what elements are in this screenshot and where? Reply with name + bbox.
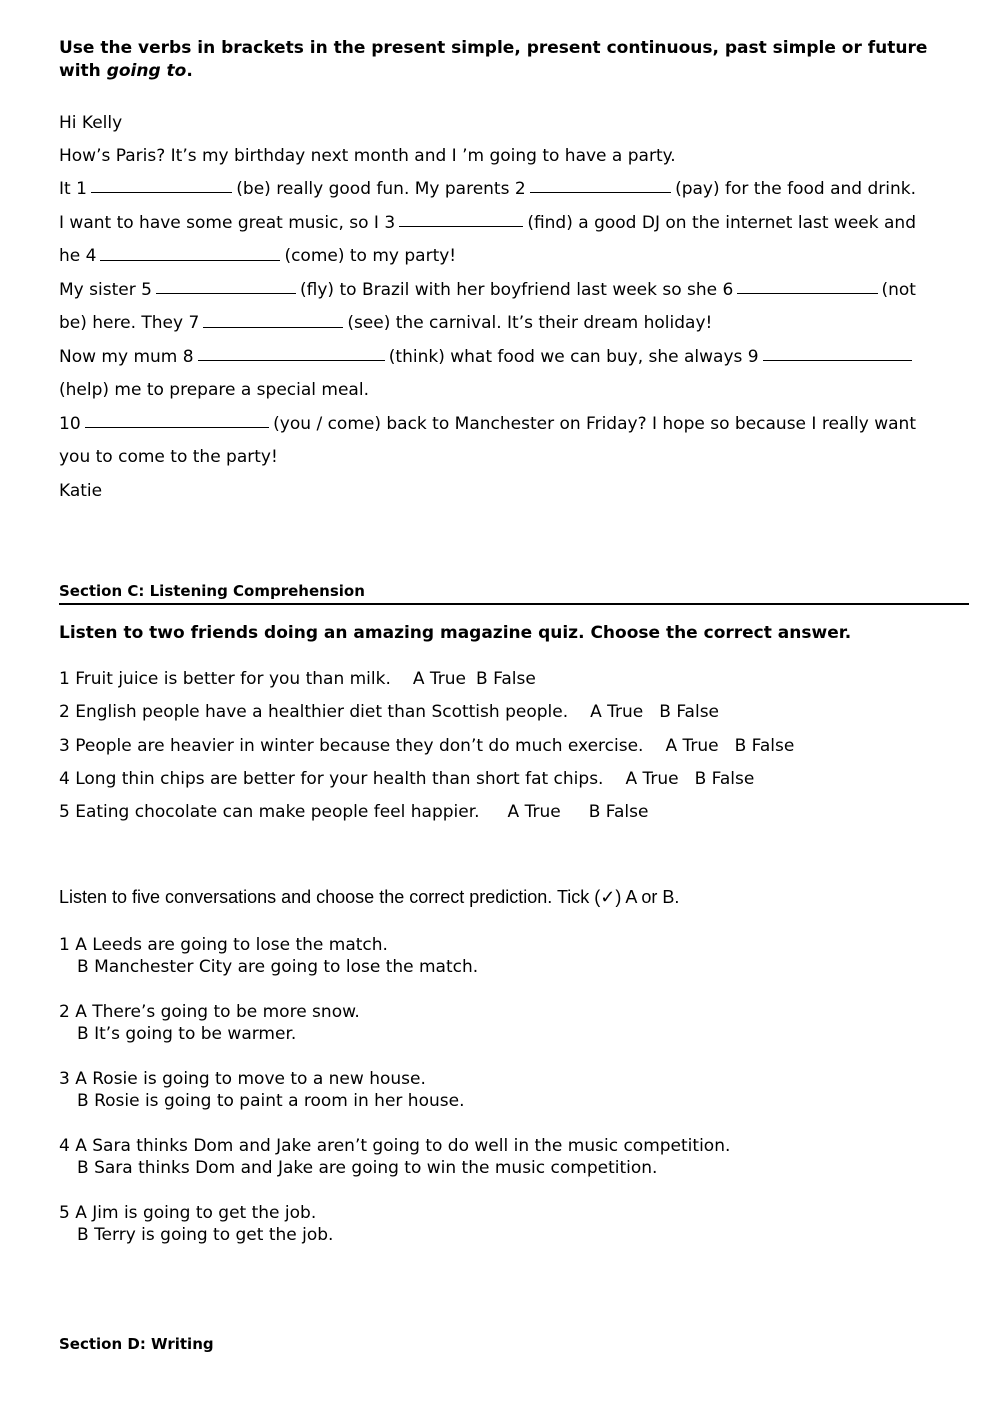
letter-line-6 bbox=[59, 312, 712, 334]
prediction-item-1 bbox=[59, 934, 478, 978]
quiz-option-b[interactable]: B False bbox=[588, 802, 649, 822]
prediction-option-b[interactable]: B Rosie is going to paint a room in her house. bbox=[77, 1091, 465, 1111]
instruction-end: . bbox=[186, 61, 193, 81]
blank-10[interactable] bbox=[85, 413, 270, 428]
letter-line-5-c: (not bbox=[881, 280, 916, 300]
blank-6[interactable] bbox=[737, 279, 877, 294]
prediction-option-a[interactable]: 5 A Jim is going to get the job. bbox=[59, 1203, 317, 1223]
prediction-item-4 bbox=[59, 1135, 730, 1179]
letter-line-8: (help) me to prepare a special meal. bbox=[59, 380, 369, 400]
section-c-divider bbox=[59, 603, 969, 605]
prediction-option-b[interactable]: B It’s going to be warmer. bbox=[77, 1024, 297, 1044]
blank-7[interactable] bbox=[203, 313, 343, 328]
letter-line-4-a: he 4 bbox=[59, 246, 97, 266]
prediction-item-5 bbox=[59, 1202, 333, 1246]
letter-signoff: Katie bbox=[59, 481, 103, 501]
quiz-option-b[interactable]: B False bbox=[476, 669, 536, 689]
quiz-option-a[interactable]: A True bbox=[665, 736, 719, 756]
quiz-option-a[interactable]: A True bbox=[590, 702, 644, 722]
quiz-option-b[interactable]: B False bbox=[694, 769, 755, 789]
prediction-option-a[interactable]: 2 A There’s going to be more snow. bbox=[59, 1002, 360, 1022]
exercise-instruction bbox=[59, 37, 927, 83]
letter-line-9 bbox=[59, 413, 916, 435]
letter-line-6-b: (see) the carnival. It’s their dream holiday! bbox=[347, 313, 713, 333]
letter-line-7-a: Now my mum 8 bbox=[59, 347, 194, 367]
prediction-option-b[interactable]: B Sara thinks Dom and Jake are going to win the music competition. bbox=[77, 1158, 658, 1178]
letter-line-7-b: (think) what food we can buy, she always 9 bbox=[388, 347, 759, 367]
blank-1[interactable] bbox=[91, 178, 232, 193]
letter-line-10: you to come to the party! bbox=[59, 447, 278, 467]
letter-line-5-b: (fly) to Brazil with her boyfriend last week so she 6 bbox=[300, 280, 734, 300]
instruction-line-1: Use the verbs in brackets in the present simple, present continuous, past simple or future bbox=[59, 38, 928, 58]
quiz-item-5 bbox=[59, 801, 648, 823]
quiz-option-a[interactable]: A True bbox=[625, 769, 679, 789]
instruction-going-to: going to bbox=[106, 61, 187, 81]
letter-line-7 bbox=[59, 346, 916, 368]
quiz-item-text: 1 Fruit juice is better for you than milk. bbox=[59, 669, 391, 689]
letter-line-3-b: (find) a good DJ on the internet last week and bbox=[527, 213, 916, 233]
quiz-option-a[interactable]: A True bbox=[507, 802, 561, 822]
prediction-instruction: Listen to five conversations and choose the correct prediction. Tick (✓) A or B. bbox=[59, 887, 680, 907]
letter-line-6-a: be) here. They 7 bbox=[59, 313, 200, 333]
quiz-item-3 bbox=[59, 735, 794, 757]
quiz-item-text: 2 English people have a healthier diet than Scottish people. bbox=[59, 702, 569, 722]
blank-2[interactable] bbox=[530, 178, 671, 193]
letter-greeting: Hi Kelly bbox=[59, 113, 123, 133]
letter-line-5 bbox=[59, 279, 916, 301]
letter-line-3 bbox=[59, 212, 916, 234]
quiz-item-1 bbox=[59, 668, 536, 690]
quiz-item-text: 5 Eating chocolate can make people feel happier. bbox=[59, 802, 480, 822]
letter-line-4 bbox=[59, 245, 456, 267]
blank-3[interactable] bbox=[399, 212, 523, 227]
instruction-line-2-text: with bbox=[59, 61, 107, 81]
letter-line-2-c: (pay) for the food and drink. bbox=[675, 179, 916, 199]
letter-line-5-a: My sister 5 bbox=[59, 280, 152, 300]
letter-line-2-b: (be) really good fun. My parents 2 bbox=[236, 179, 526, 199]
section-d-title: Section D: Writing bbox=[59, 1335, 214, 1353]
prediction-item-3 bbox=[59, 1068, 464, 1112]
prediction-item-2 bbox=[59, 1001, 360, 1045]
blank-8[interactable] bbox=[198, 346, 385, 361]
quiz-option-b[interactable]: B False bbox=[659, 702, 720, 722]
prediction-option-a[interactable]: 1 A Leeds are going to lose the match. bbox=[59, 935, 388, 955]
quiz-option-b[interactable]: B False bbox=[734, 736, 795, 756]
letter-line-2-a: It 1 bbox=[59, 179, 87, 199]
prediction-option-a[interactable]: 3 A Rosie is going to move to a new house. bbox=[59, 1069, 426, 1089]
letter-line-1: How’s Paris? It’s my birthday next month and I ’m going to have a party. bbox=[59, 146, 676, 166]
section-c-title: Section C: Listening Comprehension bbox=[59, 582, 365, 600]
quiz-item-2 bbox=[59, 701, 719, 723]
letter-line-3-a: I want to have some great music, so I 3 bbox=[59, 213, 396, 233]
blank-4[interactable] bbox=[100, 246, 280, 261]
letter-line-2 bbox=[59, 178, 916, 200]
quiz-option-a[interactable]: A True bbox=[412, 669, 467, 689]
prediction-option-b[interactable]: B Terry is going to get the job. bbox=[77, 1225, 334, 1245]
quiz-item-text: 3 People are heavier in winter because they don’t do much exercise. bbox=[59, 736, 644, 756]
quiz-item-text: 4 Long thin chips are better for your health than short fat chips. bbox=[59, 769, 604, 789]
letter-line-9-a: 10 bbox=[59, 414, 81, 434]
prediction-option-b[interactable]: B Manchester City are going to lose the match. bbox=[77, 957, 479, 977]
instruction-line-2 bbox=[59, 60, 927, 83]
letter-line-9-b: (you / come) back to Manchester on Friday? I hope so because I really want bbox=[273, 414, 916, 434]
quiz-item-4 bbox=[59, 768, 754, 790]
quiz-instruction: Listen to two friends doing an amazing magazine quiz. Choose the correct answer. bbox=[59, 623, 852, 643]
letter-line-4-b: (come) to my party! bbox=[284, 246, 457, 266]
blank-9[interactable] bbox=[763, 346, 912, 361]
prediction-option-a[interactable]: 4 A Sara thinks Dom and Jake aren’t going to do well in the music competition. bbox=[59, 1136, 731, 1156]
blank-5[interactable] bbox=[156, 279, 296, 294]
